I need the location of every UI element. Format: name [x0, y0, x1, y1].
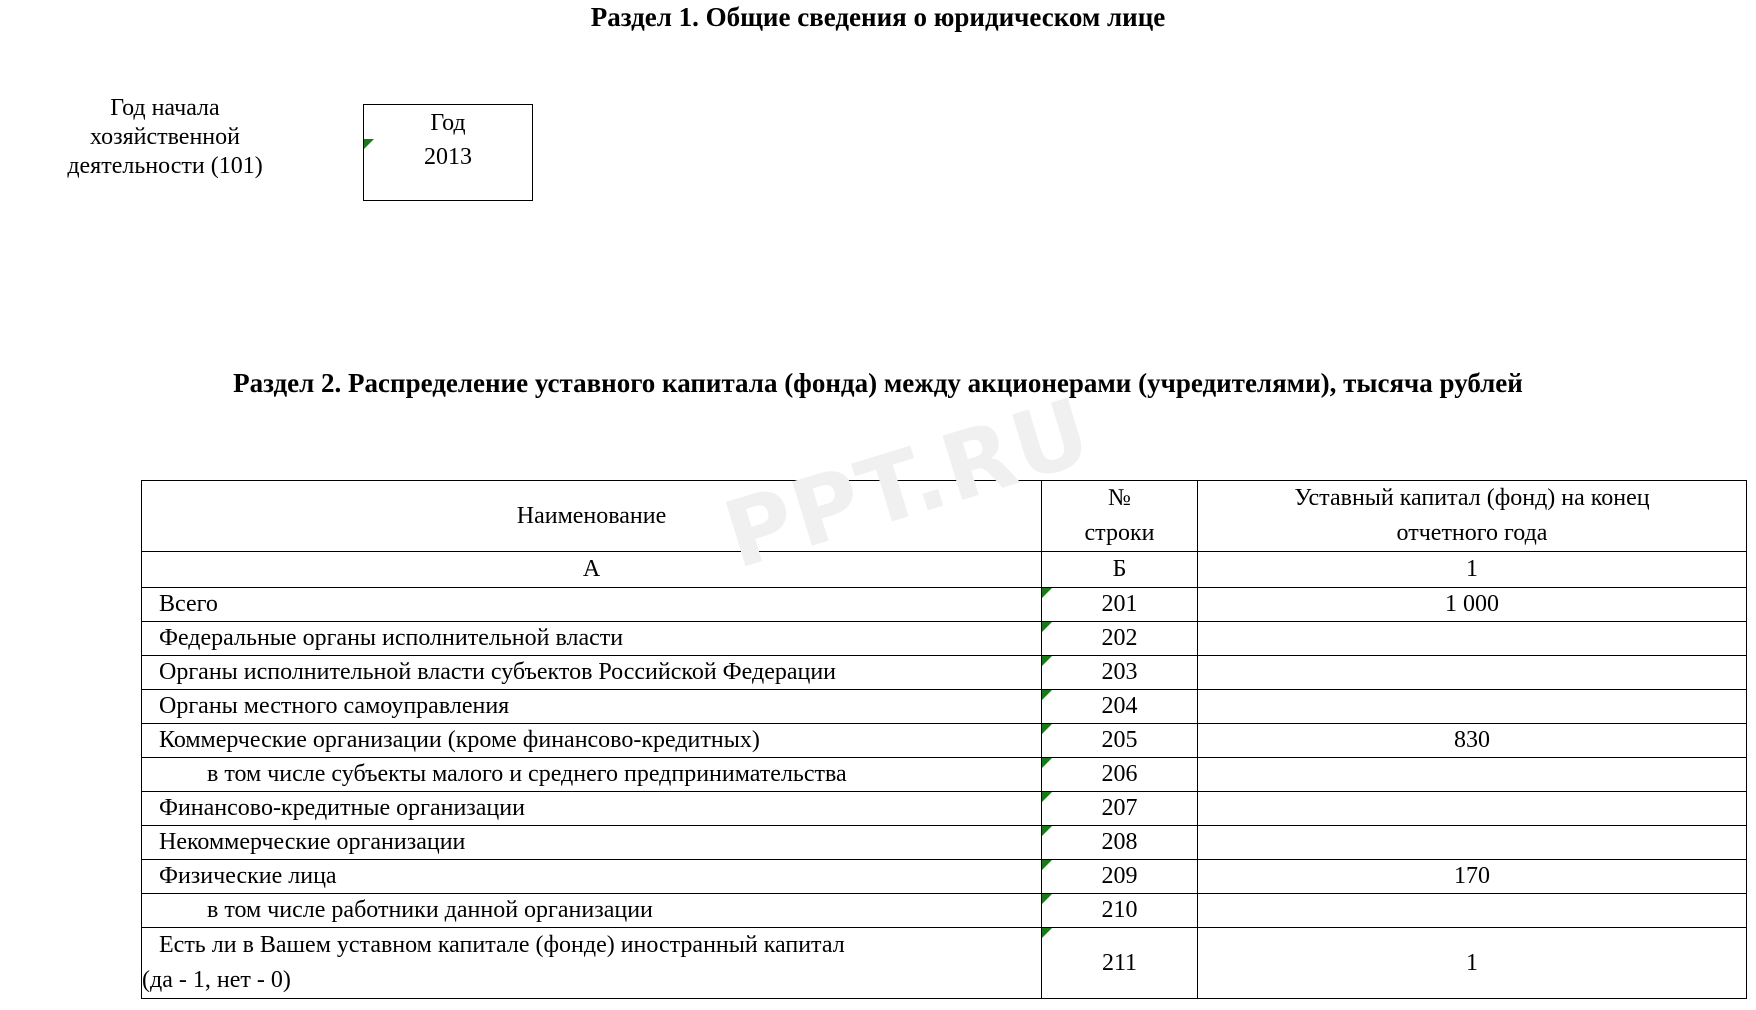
row-value-cell[interactable]	[1198, 826, 1747, 860]
table-row	[142, 656, 1747, 690]
table-row	[142, 758, 1747, 792]
table-row	[142, 792, 1747, 826]
column-code-num: Б	[1042, 552, 1198, 588]
watermark: PPT.RU	[712, 377, 1104, 590]
row-number: 202	[1101, 625, 1138, 651]
row-number-cell[interactable]	[1042, 588, 1198, 622]
cell-comment-marker-icon	[1042, 588, 1052, 598]
column-code-val: 1	[1198, 552, 1747, 588]
row-number: 209	[1101, 863, 1138, 889]
column-code-name: А	[142, 552, 1042, 588]
row-value-cell[interactable]: 170	[1198, 860, 1747, 894]
header-capital-line1: Уставный капитал (фонд) на конец	[1294, 485, 1650, 511]
cell-comment-marker-icon	[1042, 724, 1052, 734]
table-row	[142, 622, 1747, 656]
header-capital-line2: отчетного года	[1396, 520, 1548, 546]
row-number-cell[interactable]	[1042, 928, 1198, 999]
header-line-number	[1042, 481, 1198, 552]
row-number-cell[interactable]	[1042, 792, 1198, 826]
row-name-line2: (да - 1, нет - 0)	[142, 967, 291, 993]
row-value-cell[interactable]	[1198, 656, 1747, 690]
row-name: Всего	[142, 588, 1042, 622]
row-number-cell[interactable]	[1042, 894, 1198, 928]
cell-comment-marker-icon	[1042, 690, 1052, 700]
header-name: Наименование	[142, 481, 1042, 552]
table-header-row	[142, 481, 1747, 552]
row-number: 206	[1101, 761, 1138, 787]
row-name: Некоммерческие организации	[142, 826, 1042, 860]
header-line-number-line2: строки	[1084, 520, 1155, 546]
row-value-cell[interactable]: 830	[1198, 724, 1747, 758]
start-year-label-line: деятельности (101)	[67, 153, 263, 179]
header-capital	[1198, 481, 1747, 552]
row-value-cell[interactable]	[1198, 690, 1747, 724]
row-name: Физические лица	[142, 860, 1042, 894]
row-value-cell[interactable]: 1	[1198, 928, 1747, 999]
row-value-cell[interactable]: 1 000	[1198, 588, 1747, 622]
row-value-cell[interactable]	[1198, 894, 1747, 928]
row-name: Органы местного самоуправления	[142, 690, 1042, 724]
row-name: в том числе работники данной организации	[142, 894, 1042, 928]
cell-comment-marker-icon	[364, 139, 374, 149]
row-value-cell[interactable]	[1198, 792, 1747, 826]
row-name: в том числе субъекты малого и среднего предпринимательства	[142, 758, 1042, 792]
table-row	[142, 894, 1747, 928]
row-number-cell[interactable]	[1042, 860, 1198, 894]
capital-distribution-table	[141, 480, 1747, 999]
row-number: 204	[1101, 693, 1138, 719]
table-row	[142, 690, 1747, 724]
row-number: 211	[1101, 949, 1138, 976]
row-name-line1: Есть ли в Вашем уставном капитале (фонде) иностранный капитал	[159, 932, 845, 958]
cell-comment-marker-icon	[1042, 826, 1052, 836]
row-number: 205	[1101, 727, 1138, 753]
start-year-label	[40, 94, 290, 181]
section-2-title: Раздел 2. Распределение уставного капитала (фонда) между акционерами (учредителями), тысяча рублей	[233, 368, 1523, 398]
start-year-value: 2013	[424, 144, 472, 170]
row-name	[142, 928, 1042, 999]
cell-comment-marker-icon	[1042, 928, 1052, 938]
start-year-box-label: Год	[430, 110, 466, 136]
row-number-cell[interactable]	[1042, 758, 1198, 792]
cell-comment-marker-icon	[1042, 656, 1052, 666]
cell-comment-marker-icon	[1042, 622, 1052, 632]
table-row	[142, 928, 1747, 999]
row-number: 208	[1101, 829, 1138, 855]
row-number-cell[interactable]	[1042, 656, 1198, 690]
start-year-cell[interactable]	[363, 104, 533, 201]
row-name: Коммерческие организации (кроме финансово-кредитных)	[142, 724, 1042, 758]
column-code-row	[142, 552, 1747, 588]
row-number: 207	[1101, 795, 1138, 821]
row-name: Органы исполнительной власти субъектов Российской Федерации	[142, 656, 1042, 690]
table-row	[142, 826, 1747, 860]
row-number-cell[interactable]	[1042, 690, 1198, 724]
row-number: 201	[1101, 591, 1138, 617]
row-number: 210	[1101, 897, 1138, 923]
row-number-cell[interactable]	[1042, 724, 1198, 758]
table-row	[142, 724, 1747, 758]
row-number-cell[interactable]	[1042, 826, 1198, 860]
row-value-cell[interactable]	[1198, 758, 1747, 792]
table-row	[142, 588, 1747, 622]
cell-comment-marker-icon	[1042, 860, 1052, 870]
header-line-number-line1: №	[1108, 485, 1131, 511]
row-name: Финансово-кредитные организации	[142, 792, 1042, 826]
start-year-label-line: Год начала	[110, 95, 220, 121]
table-row	[142, 860, 1747, 894]
row-name: Федеральные органы исполнительной власти	[142, 622, 1042, 656]
start-year-label-line: хозяйственной	[90, 124, 240, 150]
cell-comment-marker-icon	[1042, 894, 1052, 904]
row-value-cell[interactable]	[1198, 622, 1747, 656]
section-1-title: Раздел 1. Общие сведения о юридическом лице	[590, 2, 1166, 32]
row-number-cell[interactable]	[1042, 622, 1198, 656]
cell-comment-marker-icon	[1042, 792, 1052, 802]
row-number: 203	[1101, 659, 1138, 685]
cell-comment-marker-icon	[1042, 758, 1052, 768]
